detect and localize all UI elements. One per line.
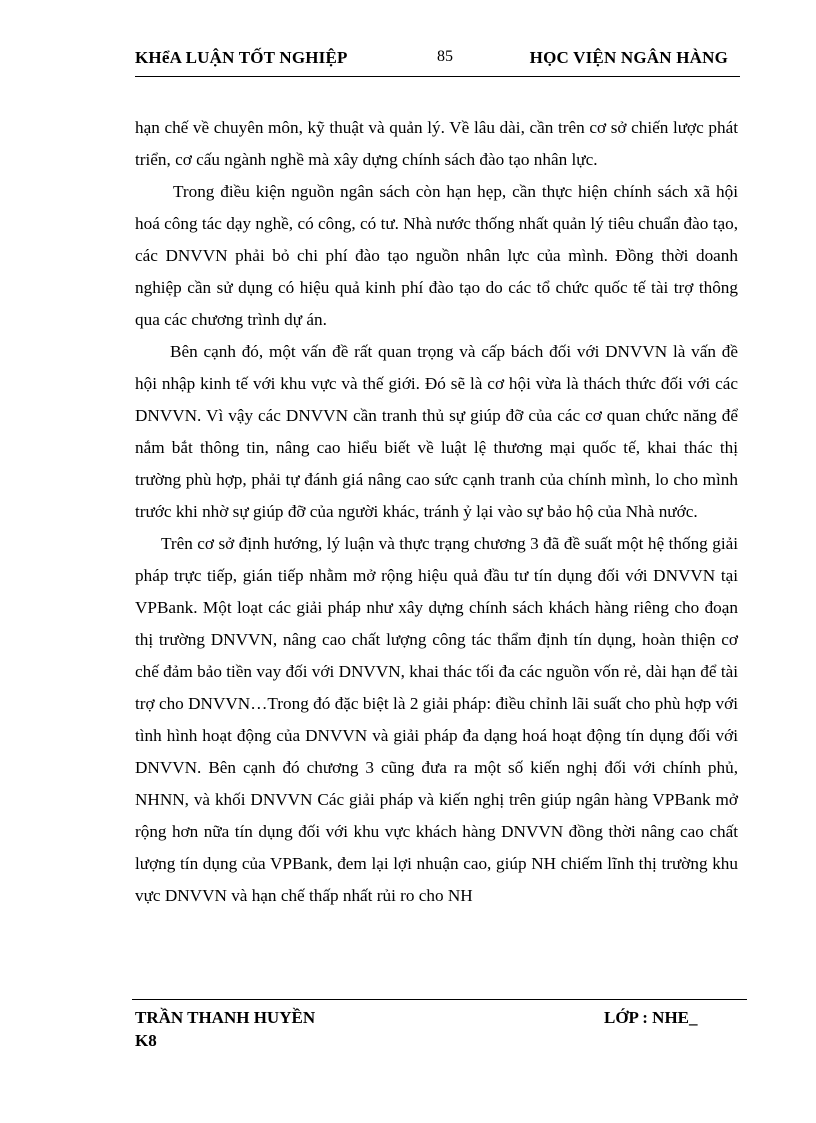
paragraph-2: Trong điều kiện nguồn ngân sách còn hạn hẹp, cần thực hiện chính sách xã hội hoá công tác dạy nghề, có công, có tư. Nhà nước thống nhất quản lý tiêu chuẩn đào tạo, các DNVVN phải bỏ chi phí đào tạo nguồn nhân lực của mình. Đồng thời doanh nghiệp cần sử dụng có hiệu quả kinh phí đào tạo do các tổ chức quốc tế tài trợ thông qua các chương trình dự án. (135, 182, 738, 329)
footer-divider (132, 999, 747, 1000)
page-header (135, 48, 740, 78)
body-text (135, 112, 738, 912)
class-label-continued: K8 (135, 1031, 157, 1050)
class-label: LỚP : NHE_ (604, 1008, 698, 1027)
paragraph-4: Trên cơ sở định hướng, lý luận và thực trạng chương 3 đã đề suất một hệ thống giải pháp trực tiếp, gián tiếp nhằm mở rộng hiệu quả đầu tư tín dụng đối với DNVVN tại VPBank. Một loạt các giải pháp như xây dựng chính sách khách hàng riêng cho đoạn thị trường DNVVN, nâng cao chất lượng công tác thẩm định tín dụng, hoàn thiện cơ chế đảm bảo tiền vay đối với DNVVN, khai thác tối đa các nguồn vốn rẻ, dài hạn để tài trợ cho DNVVN…Trong đó đặc biệt là 2 giải pháp: điều chỉnh lãi suất cho phù hợp với tình hình hoạt động của DNVVN và giải pháp đa dạng hoá hoạt động tín dụng đối với DNVVN. Bên cạnh đó chương 3 cũng đưa ra một số kiến nghị đối với chính phủ, NHNN, và khối DNVVN Các giải pháp và kiến nghị trên giúp ngân hàng VPBank mở rộng hơn nữa tín dụng đối với khu vực khách hàng DNVVN đồng thời nâng cao chất lượng tín dụng của VPBank, đem lại lợi nhuận cao, giúp NH chiếm lĩnh thị trường khu vực DNVVN và hạn chế thấp nhất rủi ro cho NH (135, 534, 738, 905)
header-divider (135, 76, 740, 77)
paragraph-1: hạn chế về chuyên môn, kỹ thuật và quản lý. Về lâu dài, cần trên cơ sở chiến lược phát triển, cơ cấu ngành nghề mà xây dựng chính sách đào tạo nhân lực. (135, 118, 738, 169)
page-number: 85 (437, 48, 453, 65)
author-name: TRẦN THANH HUYỀN (135, 1008, 316, 1027)
institution-name: HỌC VIỆN NGÂN HÀNG (529, 48, 728, 67)
paragraph-3: Bên cạnh đó, một vấn đề rất quan trọng và cấp bách đối với DNVVN là vấn đề hội nhập kinh tế với khu vực và thế giới. Đó sẽ là cơ hội vừa là thách thức đối với các DNVVN. Vì vậy các DNVVN cần tranh thủ sự giúp đỡ của các cơ quan chức năng để nắm bắt thông tin, nâng cao hiểu biết về luật lệ thương mại quốc tế, khai thác thị trường phù hợp, phải tự đánh giá nâng cao sức cạnh tranh của chính mình, lo cho mình trước khi nhờ sự giúp đỡ của người khác, tránh ỷ lại vào sự bảo hộ của Nhà nước. (135, 342, 738, 521)
thesis-label: KHểA LUẬN TỐT NGHIỆP (135, 48, 348, 67)
page-footer (135, 1006, 740, 1056)
